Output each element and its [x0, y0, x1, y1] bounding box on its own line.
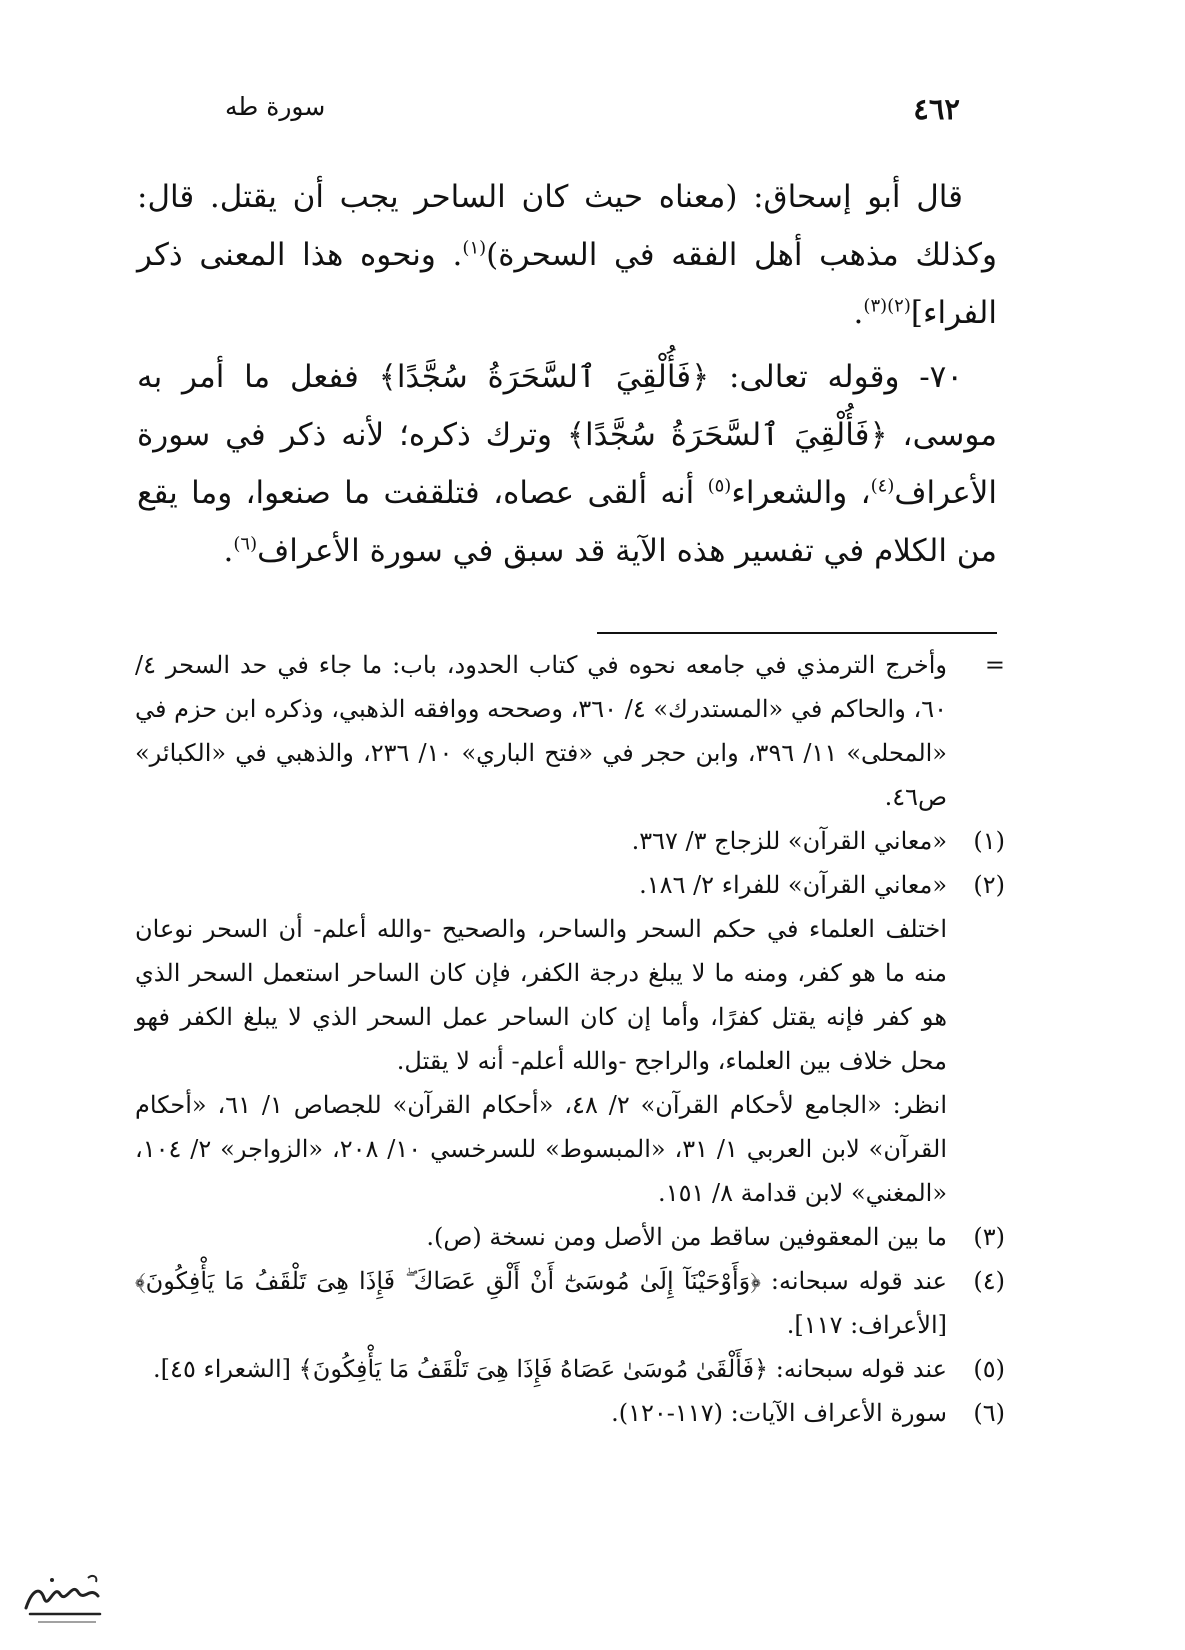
footnote-ref-4[interactable]: (٤): [870, 475, 895, 497]
running-title: سورة طه: [225, 92, 326, 121]
footnote-ref-1[interactable]: (١): [462, 237, 487, 259]
paragraph-1: [137, 168, 997, 342]
paragraph-2-text-a: ٧٠- وقوله تعالى:: [709, 359, 963, 395]
footnote-text: «معاني القرآن» للزجاج ٣/ ٣٦٧.: [631, 827, 947, 855]
footnote-2: [135, 863, 1005, 907]
quran-quote-1: ﴿فَأُلْقِيَ ٱلسَّحَرَةُ سُجَّدًا﴾: [378, 359, 710, 395]
footnote-text: [135, 1259, 947, 1347]
paragraph-1-text-c: .: [853, 295, 864, 331]
paragraph-1-text-a: قال أبو إسحاق: (معناه حيث كان الساحر يجب أن يقتل. قال: وكذلك مذهب أهل الفقه في السحرة): [137, 179, 997, 273]
watermark-logo: [18, 1568, 108, 1630]
footnote-text: [135, 1347, 947, 1391]
footnote-ref-6[interactable]: (٦): [233, 533, 258, 555]
main-text: [137, 168, 997, 586]
footnote-4-text-b: [الأعراف: ١١٧].: [786, 1311, 947, 1339]
footnote-text: سورة الأعراف الآيات: (١١٧-١٢٠).: [611, 1399, 947, 1427]
footnote-4-text-a: عند قوله سبحانه:: [760, 1267, 947, 1295]
footnote-2-paragraph-2: انظر: «الجامع لأحكام القرآن» ٢/ ٤٨، «أحكام القرآن» للجصاص ١/ ٦١، «أحكام القرآن» لابن العربي ١/ ٣١، «المبسوط» للسرخسي ١٠/ ٢٠٨، «الزواجر» ٢/ ١٠٤، «المغني» لابن قدامة ٨/ ١٥١.: [135, 1091, 948, 1207]
footnote-text: ما بين المعقوفين ساقط من الأصل ومن نسخة (ص).: [426, 1223, 947, 1251]
footnote-mark: (٣): [973, 1223, 1005, 1251]
paragraph-2-text-d: ، والشعراء: [731, 475, 871, 511]
footnote-5: [135, 1347, 1005, 1391]
footnote-3: [135, 1215, 1005, 1259]
quran-quote-2: ﴿فَأُلْقِيَ ٱلسَّحَرَةُ سُجَّدًا﴾: [566, 417, 888, 453]
footnote-mark: (٤): [973, 1267, 1005, 1295]
footnotes: [135, 643, 1005, 1435]
paragraph-2-text-f: .: [223, 533, 234, 569]
footnote-5-text-a: عند قوله سبحانه:: [768, 1355, 947, 1383]
footnote-2-paragraph-1: اختلف العلماء في حكم السحر والساحر، والصحيح -والله أعلم- أن السحر نوعان منه ما هو كفر، ومنه ما لا يبلغ درجة الكفر، فإن كان الساحر استعمل السحر الذي هو كفر فإنه يقتل كفرًا، وأما إن كان الساحر عمل السحر الذي لا يبلغ الكفر فهو محل خلاف بين العلماء، والراجح -والله أعلم- أنه لا يقتل.: [135, 915, 947, 1075]
page-header: [225, 92, 960, 132]
paragraph-2: [137, 348, 997, 580]
paragraph-2-text-e: أنه ألقى عصاه، فتلقفت ما صنعوا، وما يقع من الكلام في تفسير هذه الآية قد سبق في سورة الأعراف: [137, 475, 997, 569]
footnote-mark: (٥): [973, 1355, 1005, 1383]
footnote-mark: =: [984, 651, 1005, 679]
page-number: ٤٦٢: [913, 92, 960, 126]
footnote-ref-5[interactable]: (٥): [707, 475, 732, 497]
footnote-mark: (٦): [973, 1399, 1005, 1427]
paragraph-2-text-b: ففعل ما أمر به موسى،: [137, 359, 998, 453]
footnote-1: [135, 819, 1005, 863]
footnote-continuation: [135, 643, 1005, 819]
footnote-mark: (١): [973, 827, 1005, 855]
footnote-separator: [597, 632, 997, 634]
footnote-mark: (٢): [973, 871, 1005, 899]
footnote-5-quran: ﴿فَأَلْقَىٰ مُوسَىٰ عَصَاهُ فَإِذَا هِىَ تَلْقَفُ مَا يَأْفِكُونَ﴾: [298, 1355, 769, 1383]
footnote-6: [135, 1391, 1005, 1435]
paragraph-2-text-c: وترك ذكره؛ لأنه ذكر في سورة الأعراف: [137, 417, 997, 511]
footnote-ref-2-3[interactable]: (٢)(٣): [863, 295, 911, 317]
footnote-5-text-b: [الشعراء ٤٥].: [153, 1355, 299, 1383]
footnote-text: وأخرج الترمذي في جامعه نحوه في كتاب الحدود، باب: ما جاء في حد السحر ٤/ ٦٠، والحاكم في «المستدرك» ٤/ ٣٦٠، وصححه ووافقه الذهبي، وذكره ابن حزم في «المحلى» ١١/ ٣٩٦، وابن حجر في «فتح الباري» ١٠/ ٢٣٦، والذهبي في «الكبائر» ص٤٦.: [135, 651, 948, 811]
footnote-4-quran: ﴿وَأَوْحَيْنَآ إِلَىٰ مُوسَىٰٓ أَنْ أَلْقِ عَصَاكَ ۖ فَإِذَا هِىَ تَلْقَفُ مَا يَأْفِكُونَ﴾: [135, 1267, 761, 1295]
footnote-text: «معاني القرآن» للفراء ٢/ ١٨٦.: [639, 871, 947, 899]
paragraph-1-text-b: . ونحوه هذا المعنى ذكر الفراء]: [137, 237, 997, 331]
footnote-4: [135, 1259, 1005, 1347]
